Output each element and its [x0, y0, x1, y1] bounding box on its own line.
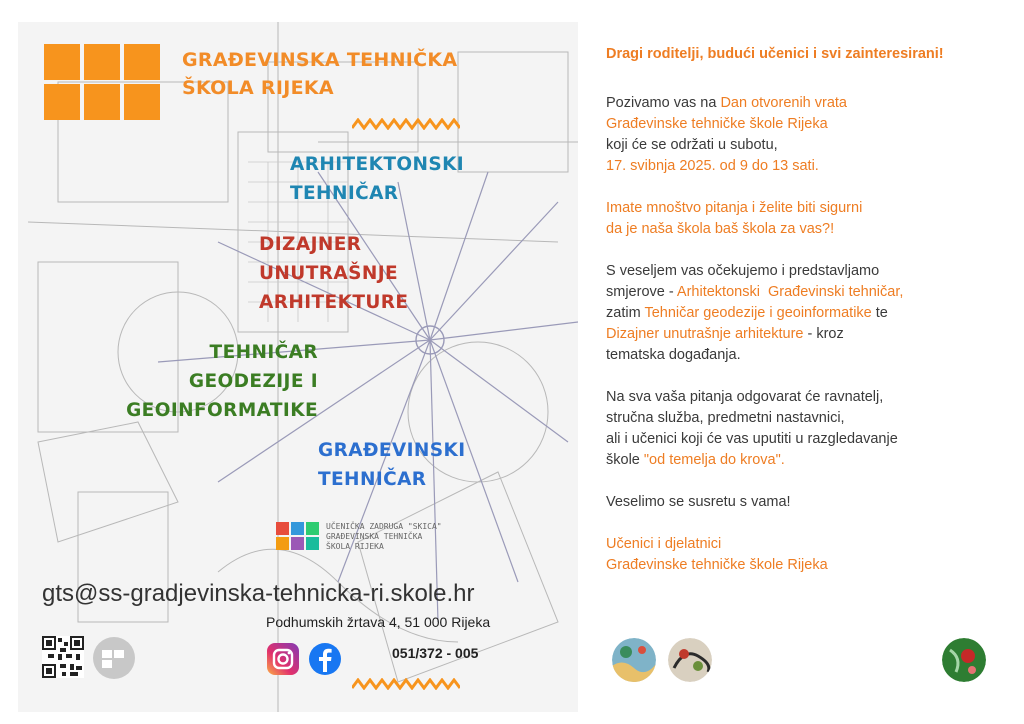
program-arh-line2: TEHNIČAR — [290, 183, 399, 204]
decorative-circle-2 — [668, 638, 712, 682]
invitation-paragraph — [606, 93, 1006, 177]
event-date: 17. svibnja 2025. od 9 do 13 sati. — [606, 158, 819, 174]
school-name-line1: GRAĐEVINSKA TEHNIČKA — [182, 49, 458, 71]
invitation-text — [606, 44, 1006, 597]
decorative-circle-1 — [612, 638, 656, 682]
prog-diz-text: Dizajner unutrašnje arhitekture — [606, 326, 804, 342]
prog-gra-text: Građevinski tehničar, — [768, 284, 904, 300]
decorative-circle-3 — [942, 638, 986, 682]
program-gradjevinski — [318, 436, 466, 494]
zigzag-ornament-top — [352, 118, 460, 130]
phone[interactable]: 051/372 - 005 — [392, 645, 479, 661]
program-geo-line2: GEODEZIJE I — [188, 371, 318, 392]
facebook-icon[interactable] — [308, 642, 342, 676]
held-text: koji će se održati u subotu, — [606, 137, 778, 153]
program-gra-line1: GRAĐEVINSKI — [318, 440, 466, 461]
program-diz-line2: UNUTRAŠNJE — [259, 263, 399, 284]
program-arhitektonski — [290, 150, 464, 208]
prog-arh-text: Arhitektonski — [676, 284, 760, 300]
answer-quote: "od temelja do krova". — [643, 452, 785, 468]
closing: Veselimo se susretu s vama! — [606, 494, 791, 510]
address: Podhumskih žrtava 4, 51 000 Rijeka — [266, 614, 491, 630]
question-line2: da je naša škola baš škola za vas?! — [606, 221, 835, 237]
answer-line3: ali i učenici koji će vas uputiti u razgledavanje — [606, 431, 898, 447]
coop-line2: GRAĐEVINSKA TEHNIČKA — [326, 532, 423, 541]
program-diz-line3: ARHITEKTURE — [259, 292, 409, 313]
school-logo-grid — [44, 44, 162, 122]
answers-paragraph — [606, 387, 1006, 471]
signature-line2: Građevinske tehničke škole Rijeka — [606, 557, 828, 573]
prog-geo-text: Tehničar geodezije i geoinformatike — [644, 305, 872, 321]
school-logo-icon — [92, 636, 136, 680]
answer-line1: Na sva vaša pitanja odgovarat će ravnatelj, — [606, 389, 884, 405]
school-name — [182, 46, 457, 102]
program-dizajner — [259, 230, 408, 317]
school-genitive: Građevinske tehničke škole Rijeka — [606, 116, 828, 132]
event-name: Dan otvorenih vrata — [720, 95, 847, 111]
signature — [606, 534, 1006, 576]
zatim-text: zatim — [606, 305, 641, 321]
joy-line1: S veseljem vas očekujemo i predstavljamo — [606, 263, 880, 279]
te-text: te — [875, 305, 888, 321]
joy-line2-prefix: smjerove - — [606, 284, 674, 300]
instagram-icon[interactable] — [266, 642, 300, 676]
answer-line4-prefix: škole — [606, 452, 640, 468]
zigzag-ornament-bottom — [352, 678, 460, 690]
program-geodezija — [122, 338, 318, 425]
question-line1: Imate mnoštvo pitanja i želite biti sigurni — [606, 200, 863, 216]
program-arh-line1: ARHITEKTONSKI — [290, 154, 465, 175]
tematska-text: tematska događanja. — [606, 347, 741, 363]
program-geo-line1: TEHNIČAR — [209, 342, 318, 363]
kroz-text: - kroz — [807, 326, 844, 342]
qr-code-icon[interactable] — [42, 636, 84, 678]
cooperative-text — [326, 522, 466, 552]
greeting: Dragi roditelji, budući učenici i svi zainteresirani! — [606, 46, 944, 62]
coop-line1: UČENIČKA ZADRUGA "SKICA" — [326, 522, 442, 531]
signature-line1: Učenici i djelatnici — [606, 536, 722, 552]
program-gra-line2: TEHNIČAR — [318, 469, 427, 490]
cooperative-logo-icon — [276, 522, 320, 552]
coop-line3: ŠKOLA RIJEKA — [326, 542, 384, 551]
invite-prefix: Pozivamo vas na — [606, 95, 717, 111]
school-name-line2: ŠKOLA RIJEKA — [182, 77, 334, 99]
answer-line2: stručna služba, predmetni nastavnici, — [606, 410, 845, 426]
email[interactable]: gts@ss-gradjevinska-tehnicka-ri.skole.hr — [42, 580, 475, 607]
programs-paragraph — [606, 261, 1006, 366]
question-paragraph — [606, 198, 1006, 240]
program-geo-line3: GEOINFORMATIKE — [126, 400, 318, 421]
program-diz-line1: DIZAJNER — [259, 234, 362, 255]
